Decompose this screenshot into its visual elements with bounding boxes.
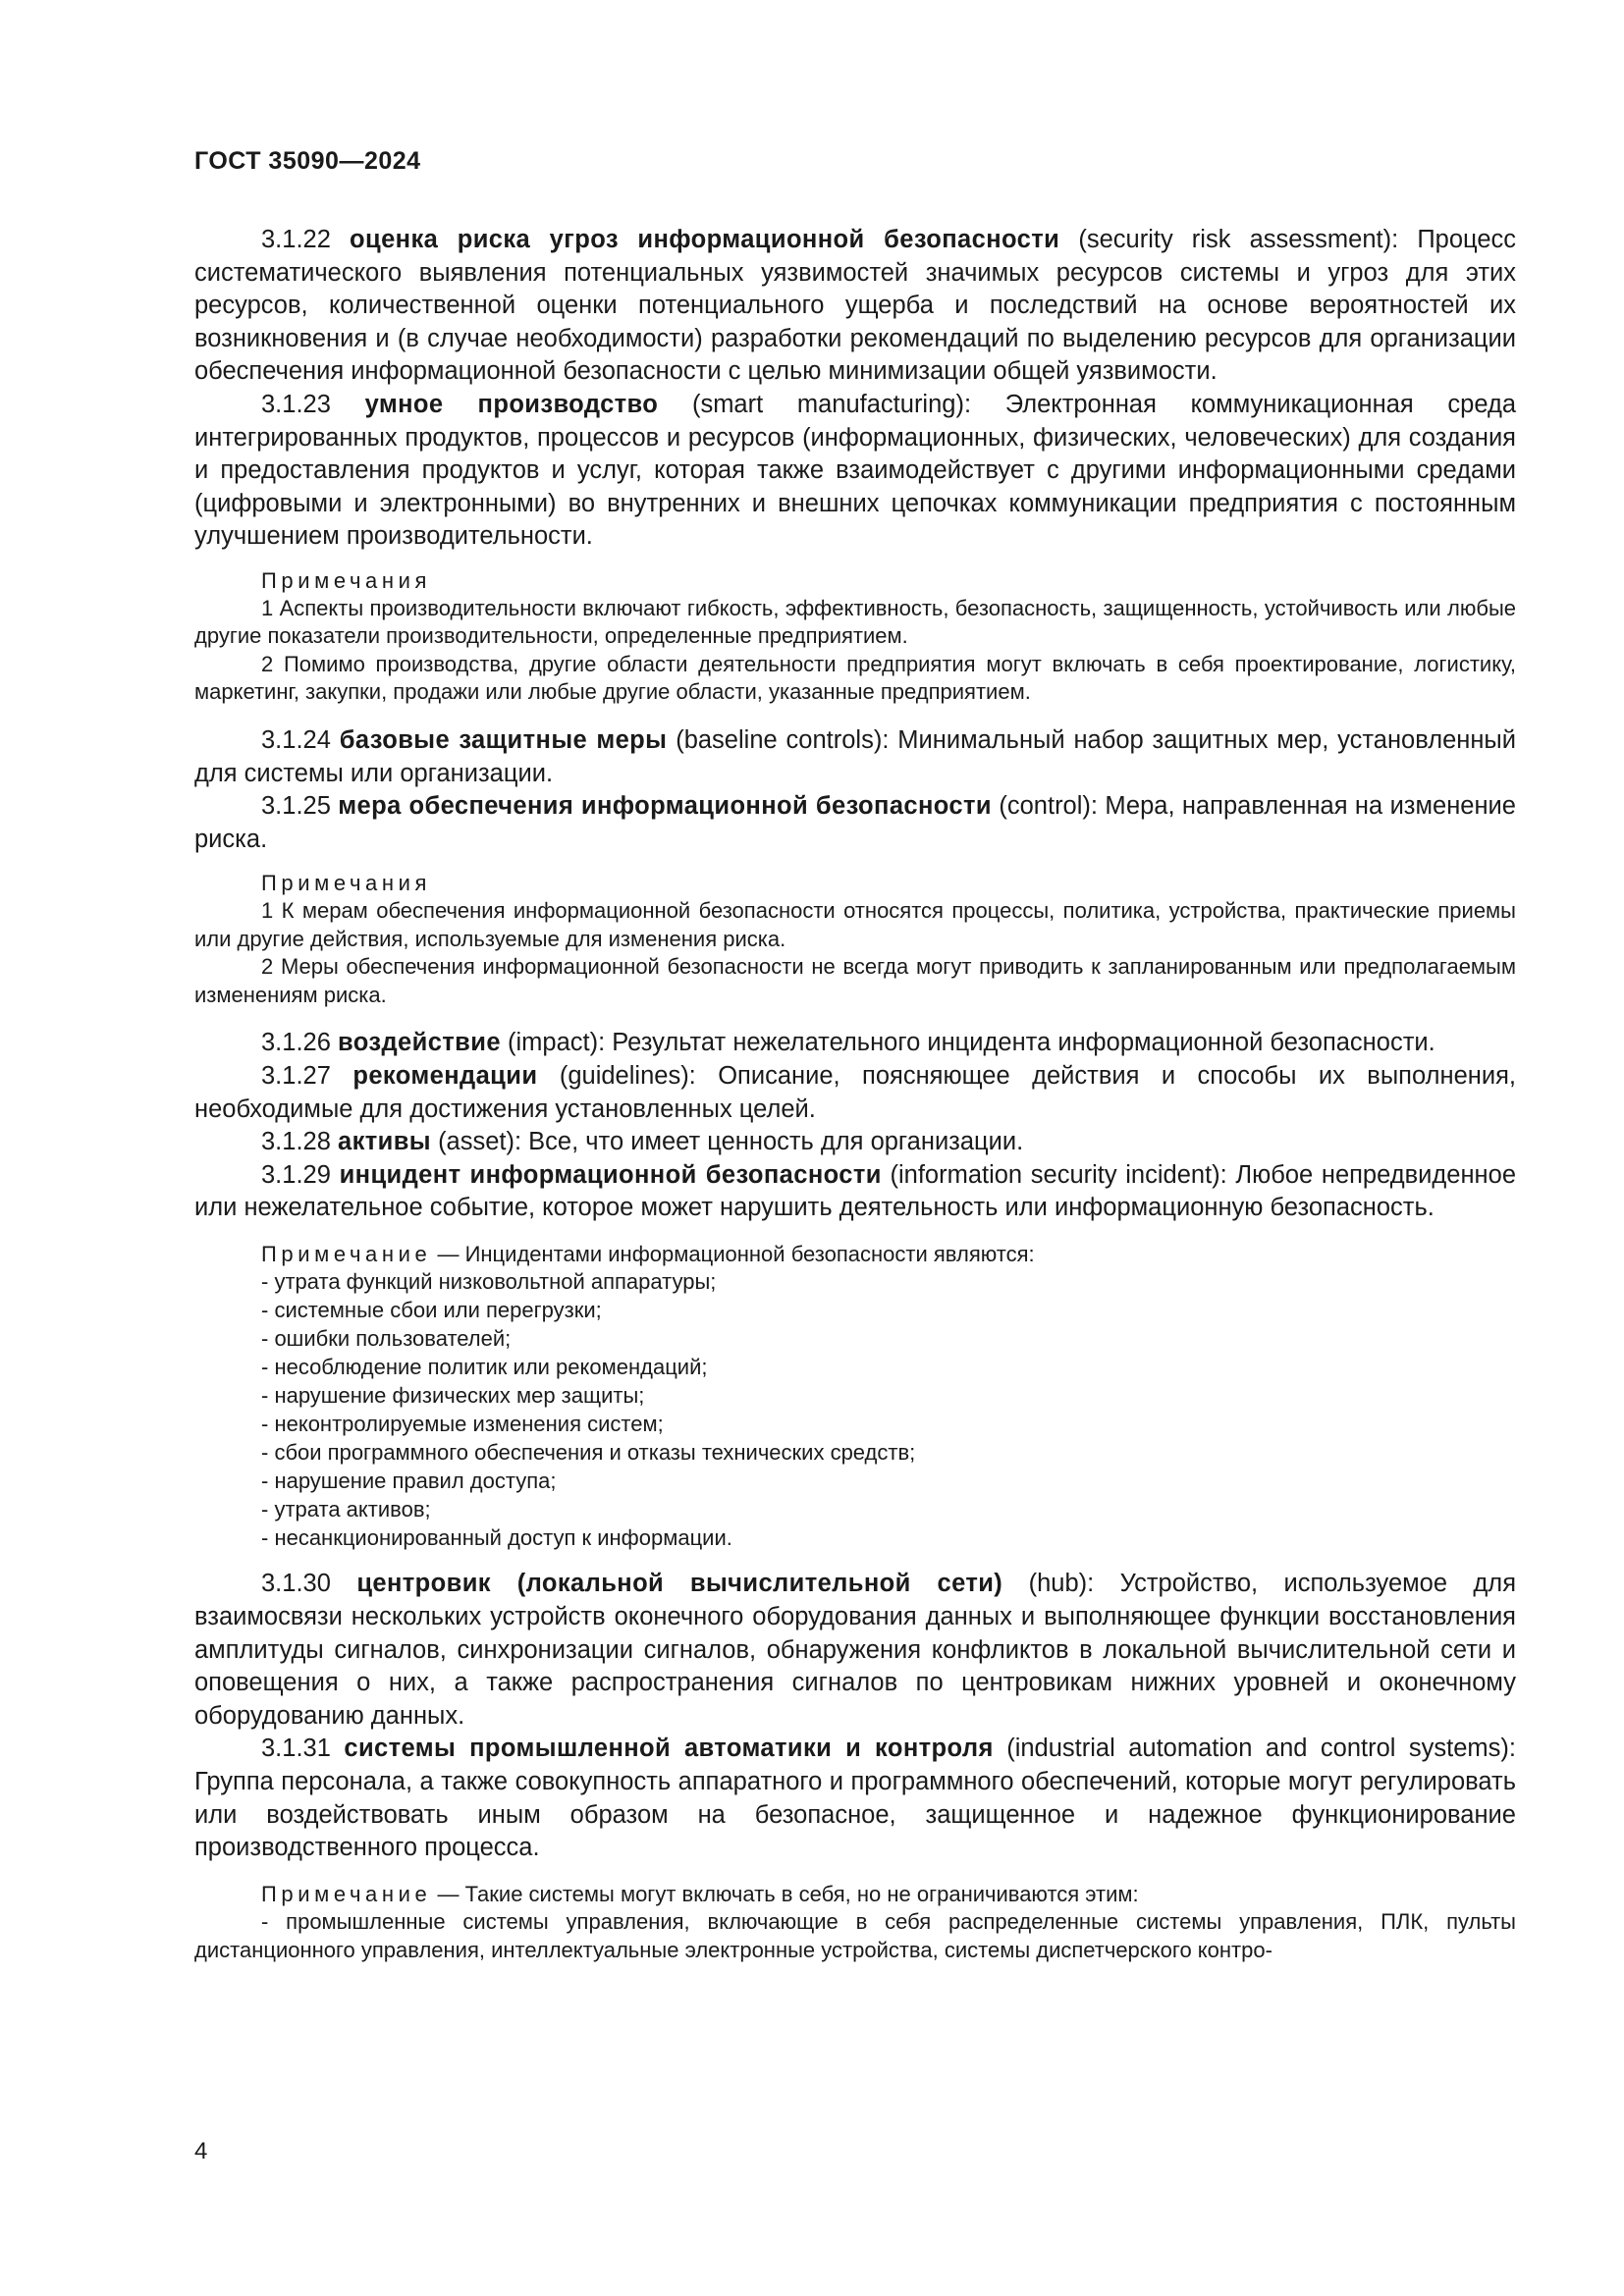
- clause-number: 3.1.28: [261, 1128, 331, 1156]
- note-label: Примечание: [261, 1241, 432, 1266]
- notes-title: Примечания: [261, 871, 432, 896]
- clause-number: 3.1.25: [261, 792, 331, 821]
- clause-number: 3.1.27: [261, 1061, 331, 1090]
- list-item: - утрата функций низковольтной аппаратуры;: [261, 1269, 717, 1295]
- definition-text: (asset): Все, что имеет ценность для организации.: [438, 1128, 1024, 1156]
- clause-number: 3.1.26: [261, 1029, 331, 1057]
- note-label: Примечание: [261, 1881, 432, 1906]
- document-header: ГОСТ 35090—2024: [194, 147, 421, 175]
- note-dash: —: [437, 1241, 460, 1266]
- note-item: 2 Помимо производства, другие области деятельности предприятия могут включать в себя проектирование, логистику, маркетинг, закупки, продажи или любые другие области, указанные предприятием.: [194, 651, 1516, 705]
- list-item: - несанкционированный доступ к информации.: [261, 1524, 732, 1550]
- note-text: Такие системы могут включать в себя, но не ограничиваются этим:: [464, 1881, 1139, 1906]
- list-item: - нарушение физических мер защиты;: [261, 1383, 645, 1408]
- list-item: - сбои программного обеспечения и отказы технических средств;: [261, 1439, 916, 1465]
- term: центровик (локальной вычислительной сети): [356, 1570, 1003, 1598]
- notes-title: Примечания: [261, 567, 432, 593]
- definition-3-1-25: [194, 790, 1516, 856]
- definition-3-1-30: [194, 1568, 1516, 1733]
- document-body: [194, 224, 1516, 1964]
- note-item: 1 Аспекты производительности включают гибкость, эффективность, безопасность, защищенность, устойчивость или любые другие показатели производительности, определенные предприятием.: [194, 595, 1516, 649]
- list-item: - неконтролируемые изменения систем;: [261, 1411, 664, 1436]
- definition-text: (information security incident): Любое непредвиденное или нежелательное событие, которое может нарушить деятельность или информационную безопасность.: [194, 1160, 1516, 1222]
- term: системы промышленной автоматики и контроля: [344, 1735, 994, 1763]
- note-3-1-31: [194, 1881, 1516, 1965]
- clause-number: 3.1.22: [261, 226, 331, 253]
- note-heading: [194, 1241, 1516, 1269]
- definition-text: (control): Мера, направленная на изменение риска.: [194, 792, 1516, 853]
- note-heading: [194, 1881, 1516, 1909]
- clause-number: 3.1.29: [261, 1160, 331, 1189]
- term: воздействие: [338, 1029, 501, 1057]
- definition-text: (impact): Результат нежелательного инцидента информационной безопасности.: [508, 1029, 1435, 1057]
- list-item: - системные сбои или перегрузки;: [261, 1298, 602, 1323]
- clause-number: 3.1.31: [261, 1735, 331, 1763]
- definition-text: (smart manufacturing): Электронная коммуникационная среда интегрированных продуктов, процессов и ресурсов (информационных, физических, человеческих) для создания и предоставления продуктов и услуг, которая также взаимодействует с другими информационными средами (цифровыми и электронными) во внутренних и внешних цепочках коммуникации предприятия с постоянным улучшением производительности.: [194, 390, 1516, 551]
- definition-3-1-27: [194, 1060, 1516, 1126]
- note-dash: —: [437, 1881, 460, 1906]
- definition-text: (baseline controls): Минимальный набор защитных мер, установленный для системы или организации.: [194, 725, 1516, 787]
- definition-3-1-24: [194, 724, 1516, 790]
- term: мера обеспечения информационной безопасности: [338, 792, 992, 821]
- clause-number: 3.1.23: [261, 390, 331, 418]
- term: рекомендации: [352, 1061, 538, 1090]
- incident-list: [194, 1268, 1516, 1552]
- notes-3-1-25: [194, 870, 1516, 1009]
- term: активы: [338, 1128, 431, 1156]
- term: инцидент информационной безопасности: [339, 1160, 882, 1189]
- note-item: - промышленные системы управления, включающие в себя распределенные системы управления, ПЛК, пульты дистанционного управления, интеллектуальные электронные устройства, системы диспетчерского контро-: [194, 1909, 1516, 1962]
- term: оценка риска угроз информационной безопасности: [350, 226, 1060, 253]
- note-3-1-29: [194, 1241, 1516, 1553]
- definition-3-1-29: [194, 1159, 1516, 1225]
- note-text: Инцидентами информационной безопасности являются:: [464, 1241, 1035, 1266]
- term: базовые защитные меры: [339, 725, 668, 754]
- list-item: - несоблюдение политик или рекомендаций;: [261, 1355, 708, 1380]
- note-item: 2 Меры обеспечения информационной безопасности не всегда могут приводить к запланированным или предполагаемым изменениям риска.: [194, 954, 1516, 1007]
- list-item: - нарушение правил доступа;: [261, 1468, 557, 1493]
- clause-number: 3.1.30: [261, 1570, 331, 1598]
- definition-3-1-28: [194, 1126, 1516, 1159]
- definition-3-1-26: [194, 1027, 1516, 1060]
- definition-text: (guidelines): Описание, поясняющее действия и способы их выполнения, необходимые для достижения установленных целей.: [194, 1061, 1516, 1123]
- term: умное производство: [364, 390, 659, 418]
- list-item: - ошибки пользователей;: [261, 1326, 512, 1352]
- definition-text: (industrial automation and control systems): Группа персонала, а также совокупность аппаратного и программного обеспечений, которые могут регулировать или воздействовать иным образом на безопасное, защищенное и надежное функционирование производственного процесса.: [194, 1735, 1517, 1862]
- list-item: - утрата активов;: [261, 1496, 431, 1522]
- clause-number: 3.1.24: [261, 725, 331, 754]
- notes-3-1-23: [194, 567, 1516, 707]
- definition-3-1-22: [194, 224, 1516, 389]
- note-item: 1 К мерам обеспечения информационной безопасности относятся процессы, политика, устройства, практические приемы или другие действия, используемые для изменения риска.: [194, 898, 1516, 951]
- definition-3-1-23: [194, 389, 1516, 554]
- definition-text: (security risk assessment): Процесс систематического выявления потенциальных уязвимостей значимых ресурсов системы и угроз для этих ресурсов, количественной оценки потенциального ущерба и последствий на основе вероятностей их возникновения и (в случае необходимости) разработки рекомендаций по выделению ресурсов для организации обеспечения информационной безопасности с целью минимизации общей уязвимости.: [194, 226, 1517, 386]
- definition-3-1-31: [194, 1733, 1516, 1864]
- definition-text: (hub): Устройство, используемое для взаимосвязи нескольких устройств оконечного оборудования данных и выполняющее функции восстановления амплитуды сигналов, синхронизации сигналов, обнаружения конфликтов в локальной вычислительной сети и оповещения о них, а также распространения сигналов по центровикам нижних уровней и оконечному оборудованию данных.: [194, 1570, 1516, 1730]
- page-number: 4: [194, 2138, 208, 2164]
